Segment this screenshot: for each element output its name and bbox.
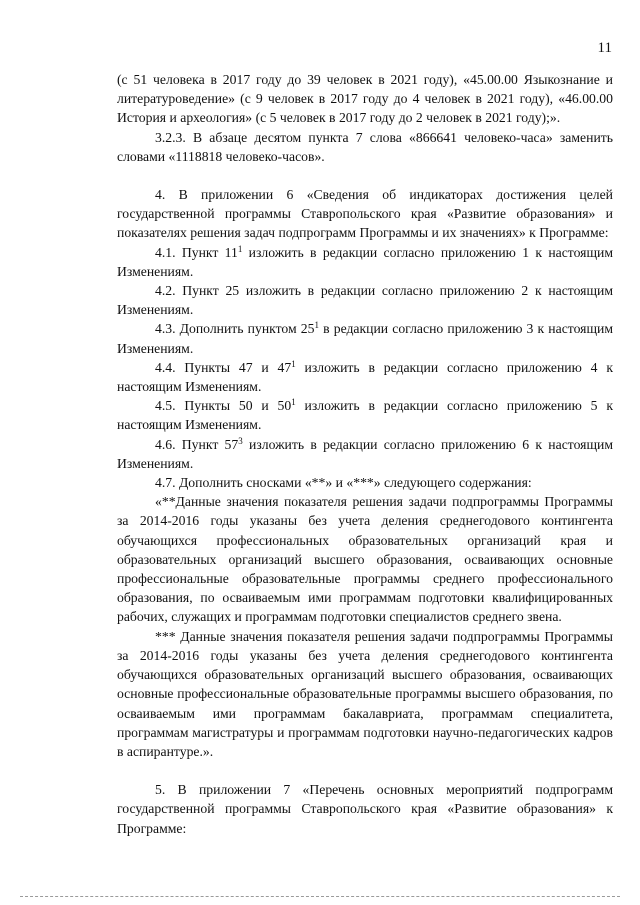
paragraph-4: 4. В приложении 6 «Сведения об индикаторах достижения целей государственной программы Ставропольского края «Развитие образования» и показателях решения задач подпрограмм Программы и их значениях» к Программе:: [117, 187, 613, 241]
footnote-double-star: «**Данные значения показателя решения задачи подпрограммы Программы за 2014-2016 годы указаны без учета деления среднегодового контингента обучающихся профессиональных образовательных организаций края и образовательных организаций высшего образования, осваивающих основные профессиональные образовательные программы среднего профессионального образования, по осваиваемым ими программам подготовки квалифицированных рабочих, служащих и программам подготовки специалистов среднего звена.: [117, 494, 613, 625]
paragraph-continuation: (с 51 человека в 2017 году до 39 человек в 2021 году), «45.00.00 Языкознание и литературоведение» (с 9 человек в 2017 году до 4 человек в 2021 году), «46.00.00 История и археология» (с 5 человек в 2017 году до 2 человек в 2021 году);».: [117, 72, 613, 126]
paragraph-4-1: 4.1. Пункт $11^1$ изложить в редакции согласно приложению 1 к настоящим Изменениям.: [117, 243, 613, 279]
paragraph-gap: [117, 761, 613, 780]
paragraph-4-3: 4.3. Дополнить пунктом $25^1$ в редакции согласно приложению 3 к настоящим Изменениям.: [117, 320, 613, 356]
paragraph-4-6: 4.6. Пункт $57^3$ изложить в редакции согласно приложению 6 к настоящим Изменениям.: [117, 435, 613, 471]
paragraph-4-2: 4.2. Пункт 25 изложить в редакции согласно приложению 2 к настоящим Изменениям.: [117, 283, 613, 318]
paragraph-4-4: 4.4. Пункты 47 и $47^1$ изложить в редакции согласно приложению 4 к настоящим Изменениям.: [117, 358, 613, 395]
paragraph-5: 5. В приложении 7 «Перечень основных мероприятий подпрограмм государственной программы Ставропольского края «Развитие образования» к Программе:: [117, 782, 613, 836]
paragraph-gap: [117, 166, 613, 185]
paragraph-4-7: 4.7. Дополнить сносками «**» и «***» следующего содержания:: [155, 475, 532, 491]
footnote-triple-star: *** Данные значения показателя решения задачи подпрограммы Программы за 2014-2016 годы указаны без учета деления среднегодового контингента обучающихся образовательных организаций высшего образования, осваивающих основные профессиональные образовательные программы высшего образования, по осваиваемым ими программам бакалавриата, программам специалитета, программам магистратуры и программам подготовки научно-педагогических кадров в аспирантуре.».: [117, 628, 613, 759]
scan-edge-rule: [20, 896, 620, 897]
paragraph-4-5: 4.5. Пункты 50 и $50^1$ изложить в редакции согласно приложению 5 к настоящим Изменениям.: [117, 397, 613, 433]
page-number: 11: [597, 40, 612, 56]
paragraph-3-2-3: 3.2.3. В абзаце десятом пункта 7 слова «866641 человеко-часа» заменить словами «1118818 человеко-часов».: [117, 129, 613, 164]
document-body: [117, 70, 613, 838]
